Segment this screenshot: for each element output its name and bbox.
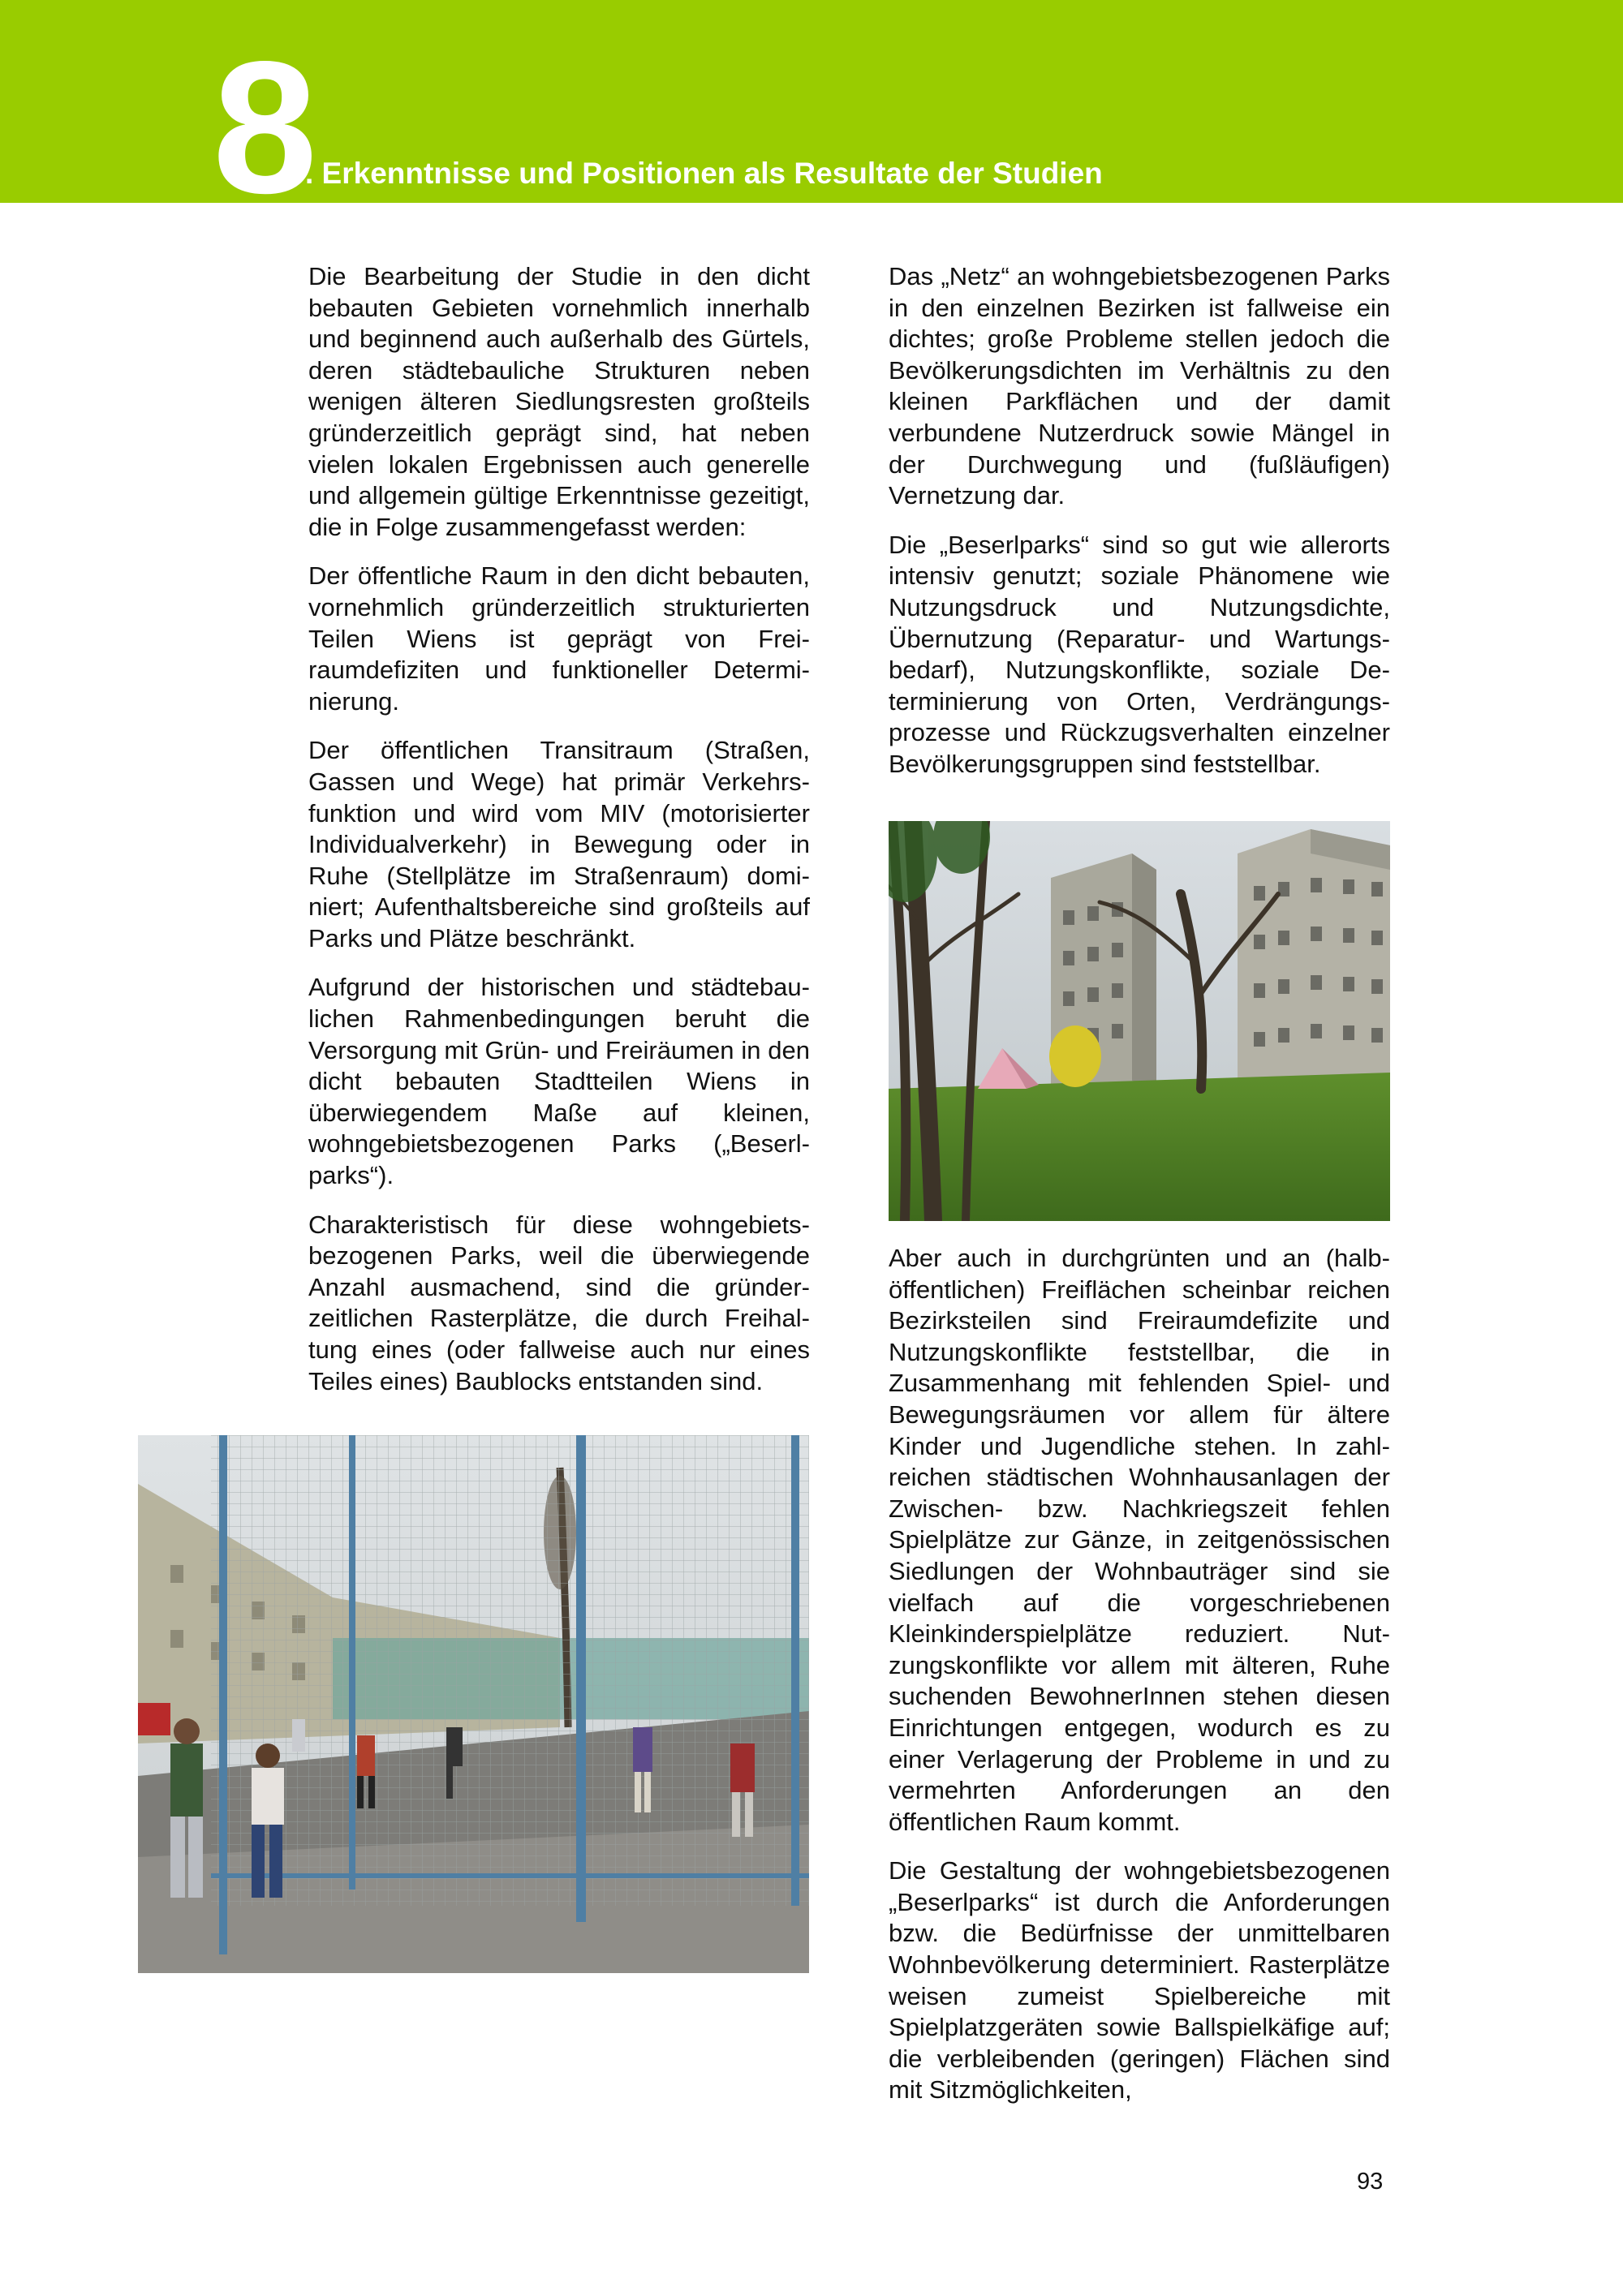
- paragraph: Der öffentliche Raum in den dicht bebauten, vornehmlich gründerzeitlich strukturierten Teilen Wiens ist geprägt von Freiraumdefiziten und funktioneller Determinierung.: [308, 561, 810, 716]
- paragraph: Charakteristisch für diese wohngebietsbezogenen Parks, weil die überwiegende Anzahl ausmachend, sind die gründerzeitlichen Rasterplätze, die durch Freihaltung eines (oder fallweise auch nur eines Teiles eines) Baublocks entstanden sind.: [308, 1210, 810, 1395]
- paragraph: Aber auch in durchgrünten und an (halböffentlichen) Freiflächen scheinbar reichen Bezirksteilen sind Freiraumdefizite und Nutzungskonflikte feststellbar, die in Zusammenhang mit fehlenden Spiel- und Bewegungsräumen vor allem für ältere Kinder und Jugendliche stehen. In zahlreichen städtischen Wohnhausanlagen der Zwischen- bzw. Nachkriegszeit fehlen Spielplätze zur Gänze, in zeitgenössischen Siedlungen der Wohnbauträger sind sie vielfach auf die vorgeschriebenen Kleinkinderspielplätze reduziert. Nutzungskonflikte vor allem mit älteren, Ruhe suchenden BewohnerInnen stehen diesen Einrichtungen entgegen, wodurch es zu einer Verlagerung der Probleme in und zu vermehrten Anforderungen an den öffentlichen Raum kommt.: [889, 1244, 1390, 1836]
- paragraph: Aufgrund der historischen und städtebaulichen Rahmenbedingungen beruht die Versorgung mit Grün- und Freiräumen in den dicht bebauten Stadtteilen Wiens in überwiegendem Maße auf kleinen, wohngebietsbezogenen Parks („Beserlparks“).: [308, 973, 810, 1190]
- right-column-top: [889, 261, 1390, 798]
- paragraph: Die „Beserlparks“ sind so gut wie allerorts intensiv genutzt; soziale Phänomene wie Nutzungsdruck und Nutzungsdichte, Übernutzung (Reparatur- und Wartungsbedarf), Nutzungskonflikte, soziale Determinierung von Orten, Verdrängungsprozesse und Rückzugsverhalten einzelner Bevölkerungsgruppen sind feststellbar.: [889, 530, 1390, 778]
- ball-cage-photo: [138, 1435, 809, 1973]
- paragraph: Die Bearbeitung der Studie in den dicht bebauten Gebieten vornehmlich innerhalb und beginnend auch außerhalb des Gürtels, deren städtebauliche Strukturen neben wenigen älteren Siedlungsresten großteils gründerzeitlich geprägt sind, hat neben vielen lokalen Ergebnissen auch generelle und allgemein gültige Erkenntnisse gezeitigt, die in Folge zusammengefasst werden:: [308, 262, 810, 541]
- chapter-title: . Erkenntnisse und Positionen als Resultate der Studien: [305, 157, 1103, 190]
- park-photo: [889, 821, 1390, 1221]
- right-column-bottom: [889, 1243, 1390, 2124]
- ball-cage-photo-image: [138, 1435, 809, 1973]
- chapter-header: [0, 0, 1623, 233]
- chapter-number: 8: [213, 23, 315, 233]
- paragraph: Die Gestaltung der wohngebietsbezogenen „Beserlparks“ ist durch die Anforderungen bzw. die Bedürfnisse der unmittelbaren Wohnbevölkerung determiniert. Rasterplätze weisen zumeist Spielbereiche mit Spielplatzgeräten sowie Ballspielkäfige auf; die verbleibenden (geringen) Flächen sind mit Sitzmöglichkeiten,: [889, 1856, 1390, 2105]
- paragraph: Der öffentlichen Transitraum (Straßen, Gassen und Wege) hat primär Verkehrsfunktion und wird vom MIV (motorisierter Individualverkehr) in Bewegung oder in Ruhe (Stellplätze im Straßenraum) dominiert; Aufenthaltsbereiche sind großteils auf Parks und Plätze beschränkt.: [308, 736, 810, 952]
- page-number: 93: [1357, 2169, 1384, 2195]
- park-photo-image: [889, 821, 1390, 1221]
- left-column: [308, 261, 810, 1415]
- paragraph: Das „Netz“ an wohngebietsbezogenen Parks in den einzelnen Bezirken ist fallweise ein dichtes; große Probleme stellen jedoch die Bevölkerungsdichten im Verhältnis zu den kleinen Parkflächen und der damit verbundene Nutzerdruck sowie Mängel in der Durchwegung und (fußläufigen) Vernetzung dar.: [889, 262, 1390, 510]
